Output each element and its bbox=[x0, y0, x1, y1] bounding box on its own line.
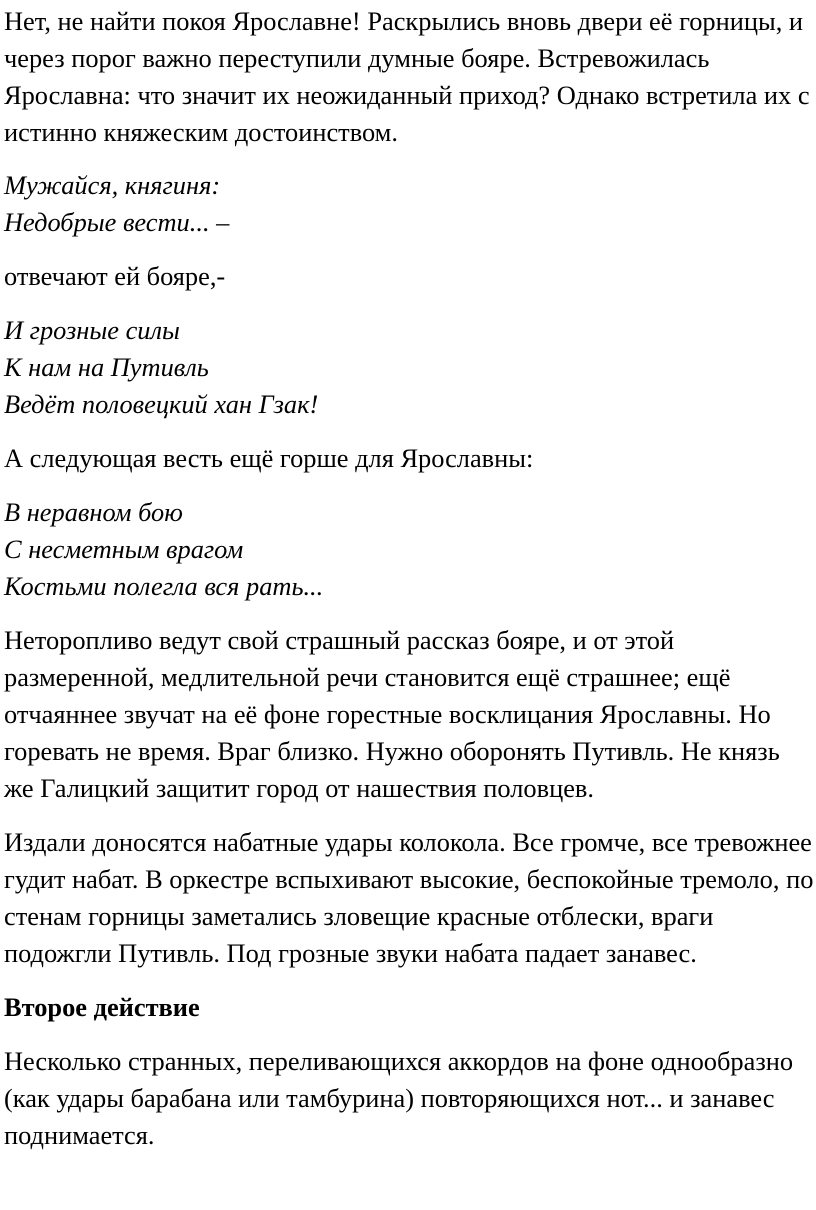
paragraph-second-act: Несколько странных, переливающихся аккордов на фоне однообразно (как удары барабана или тамбурина) повторяющихся нот... и занавес поднимается. bbox=[4, 1046, 794, 1150]
verse-line: И грозные силы bbox=[4, 315, 180, 345]
verse-line: Костьми полегла вся рать... bbox=[4, 571, 324, 601]
verse-boyars-1 bbox=[4, 167, 814, 241]
verse-line: К нам на Путивль bbox=[4, 352, 209, 382]
paragraph-yaroslavna-visit: Нет, не найти покоя Ярославне! Раскрылись вновь двери её горницы, и через порог важно переступили думные бояре. Встревожилась Ярославна: что значит их неожиданный приход? Однако встретила их с истинно княжеским достоинством. bbox=[4, 6, 810, 147]
verse-line: В неравном бою bbox=[4, 497, 183, 527]
paragraph-next-news: А следующая весть ещё горше для Ярославны: bbox=[4, 443, 534, 473]
verse-boyars-3 bbox=[4, 494, 814, 605]
paragraph-boyars-story: Неторопливо ведут свой страшный рассказ бояре, и от этой размеренной, медлительной речи становится ещё страшнее; ещё отчаяннее звучат на её фоне горестные восклицания Ярославны. Но горевать не время. Враг близко. Нужно оборонять Путивль. Не князь же Галицкий защитит город от нашествия половцев. bbox=[4, 625, 780, 803]
paragraph-alarm-bell: Издали доносятся набатные удары колокола. Все громче, все тревожнее гудит набат. В оркестре вспыхивают высокие, беспокойные тремоло, по стенам горницы заметались зловещие красные отблески, враги подожгли Путивль. Под грозные звуки набата падает занавес. bbox=[4, 827, 814, 968]
verse-line: Ведёт половецкий хан Гзак! bbox=[4, 389, 319, 419]
verse-line: С несметным врагом bbox=[4, 534, 244, 564]
paragraph-boyars-answer: отвечают ей бояре,- bbox=[4, 261, 226, 291]
verse-line: Недобрые вести... – bbox=[4, 207, 230, 237]
document-page bbox=[4, 0, 814, 1154]
verse-boyars-2 bbox=[4, 312, 814, 423]
section-heading: Второе действие bbox=[4, 992, 200, 1022]
verse-line: Мужайся, княгиня: bbox=[4, 170, 221, 200]
